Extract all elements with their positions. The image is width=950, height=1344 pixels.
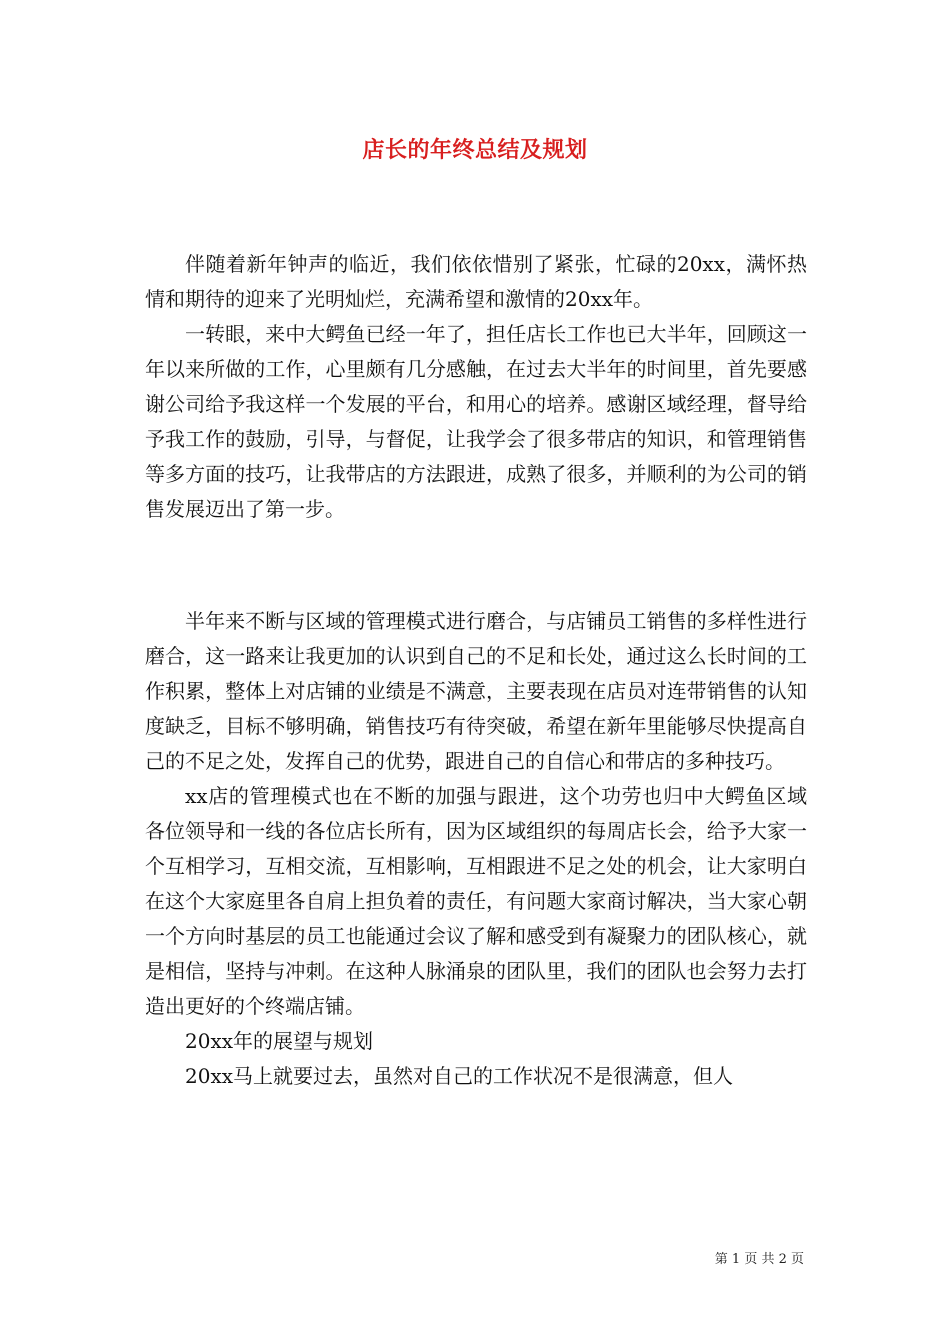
paragraph: 半年来不断与区域的管理模式进行磨合，与店铺员工销售的多样性进行磨合，这一路来让我更加的认识到自己的不足和长处，通过这么长时间的工作积累，整体上对店铺的业绩是不满意，主要表现在店员对连带销售的认知度缺乏，目标不够明确，销售技巧有待突破，希望在新年里能够尽快提高自己的不足之处，发挥自己的优势，跟进自己的自信心和带店的多种技巧。 bbox=[145, 609, 807, 773]
page-number: 第 1 页 共 2 页 bbox=[714, 1252, 804, 1267]
paragraph: xx店的管理模式也在不断的加强与跟进，这个功劳也归中大鳄鱼区域各位领导和一线的各位店长所有，因为区域组织的每周店长会，给予大家一个互相学习，互相交流，互相影响，互相跟进不足之处的机会，让大家明白在这个大家庭里各自肩上担负着的责任，有问题大家商讨解决，当大家心朝一个方向时基层的员工也能通过会议了解和感受到有凝聚力的团队核心，就是相信，坚持与冲刺。在这种人脉涌泉的团队里，我们的团队也会努力去打造出更好的个终端店铺。 bbox=[145, 784, 807, 1018]
section-heading: 20xx年的展望与规划 bbox=[185, 1029, 374, 1053]
body-section-2 bbox=[145, 604, 807, 1094]
paragraph: 20xx马上就要过去，虽然对自己的工作状况不是很满意，但人 bbox=[185, 1064, 734, 1088]
document-title: 店长的年终总结及规划 bbox=[362, 137, 588, 163]
paragraph: 一转眼，来中大鳄鱼已经一年了，担任店长工作也已大半年，回顾这一年以来所做的工作，心里颇有几分感触，在过去大半年的时间里，首先要感谢公司给予我这样一个发展的平台，和用心的培养。感谢区域经理，督导给予我工作的鼓励，引导，与督促，让我学会了很多带店的知识，和管理销售等多方面的技巧，让我带店的方法跟进，成熟了很多，并顺利的为公司的销售发展迈出了第一步。 bbox=[145, 322, 807, 521]
body-section-1 bbox=[145, 247, 807, 527]
paragraph: 伴随着新年钟声的临近，我们依依惜别了紧张，忙碌的20xx，满怀热情和期待的迎来了光明灿烂，充满希望和激情的20xx年。 bbox=[145, 252, 807, 311]
